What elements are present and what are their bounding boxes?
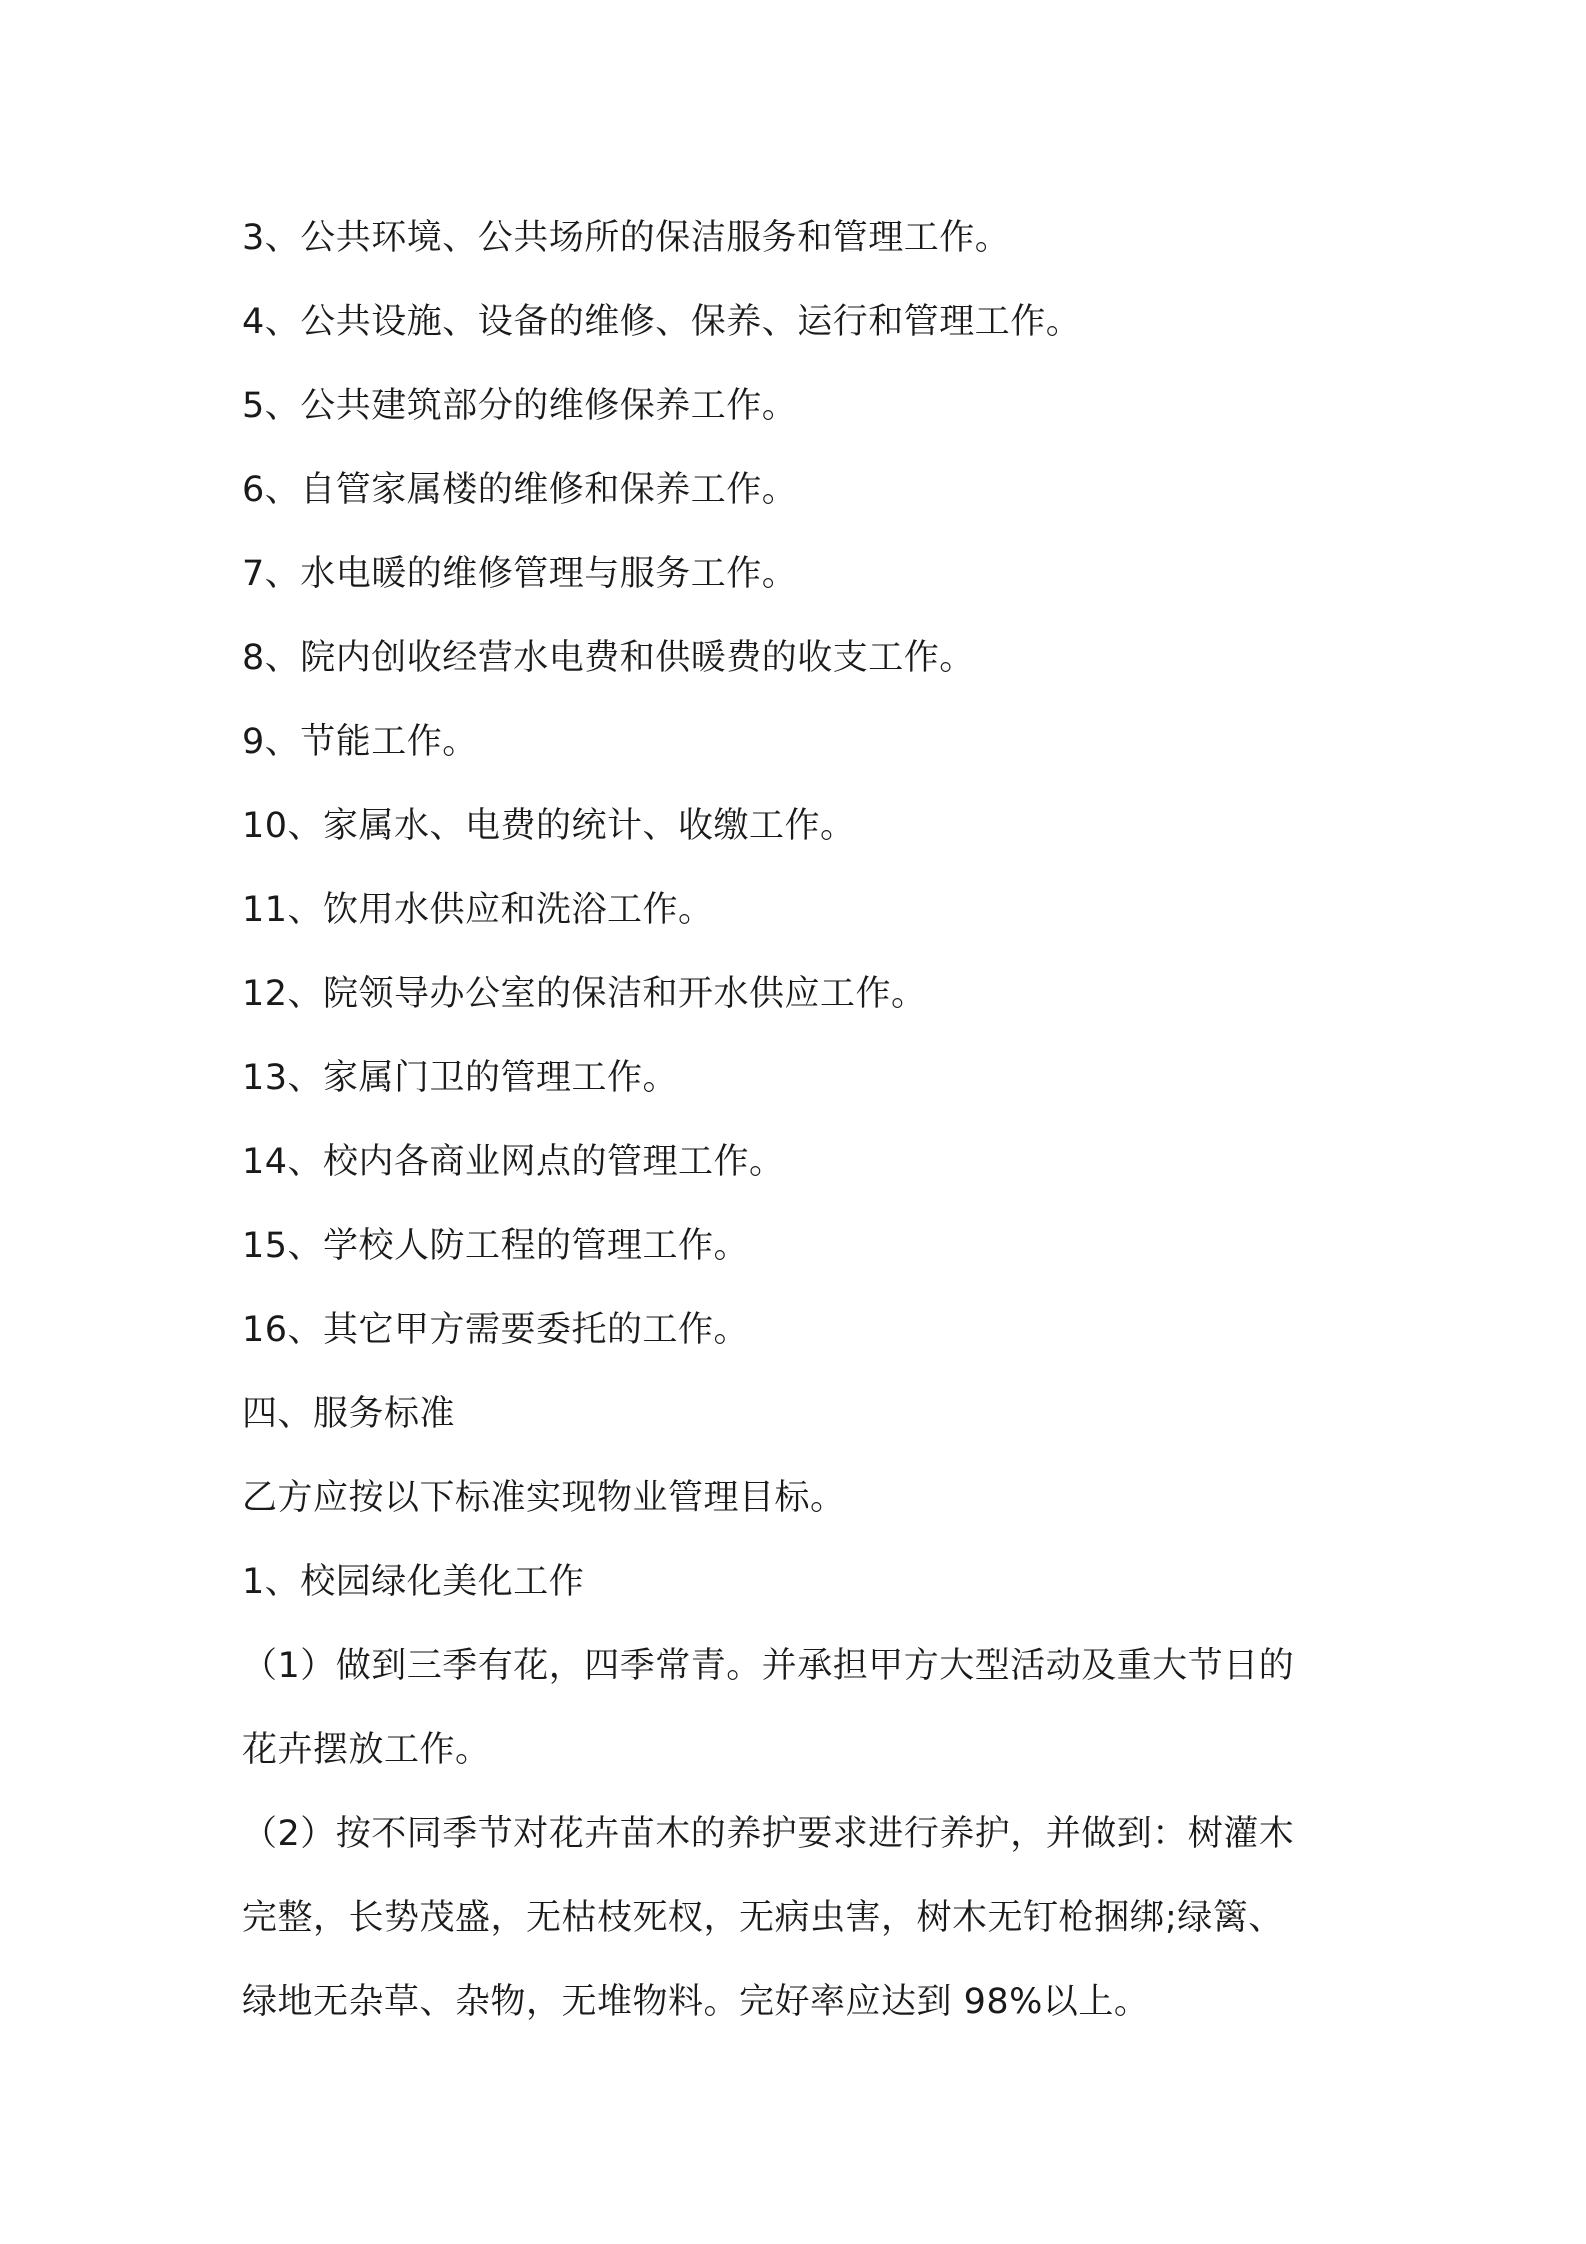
paragraph-2-line-3: 绿地无杂草、杂物，无堆物料。完好率应达到 98%以上。 <box>242 1982 1150 2022</box>
list-item: 13、家属门卫的管理工作。 <box>242 1058 679 1098</box>
list-item: 11、饮用水供应和洗浴工作。 <box>242 890 714 930</box>
list-item: 5、公共建筑部分的维修保养工作。 <box>242 386 798 426</box>
list-item: 6、自管家属楼的维修和保养工作。 <box>242 470 798 510</box>
paragraph-1-line-2: 花卉摆放工作。 <box>242 1730 491 1770</box>
list-item: 16、其它甲方需要委托的工作。 <box>242 1310 750 1350</box>
list-item: 14、校内各商业网点的管理工作。 <box>242 1142 785 1182</box>
list-item: 3、公共环境、公共场所的保洁服务和管理工作。 <box>242 218 1011 258</box>
list-item: 9、节能工作。 <box>242 722 478 762</box>
paragraph-1-line-1: （1）做到三季有花，四季常青。并承担甲方大型活动及重大节日的 <box>242 1646 1295 1686</box>
document-body <box>242 196 1362 2044</box>
paragraph-2-line-1: （2）按不同季节对花卉苗木的养护要求进行养护，并做到：树灌木 <box>242 1814 1295 1854</box>
section-heading: 四、服务标准 <box>242 1394 456 1434</box>
list-item: 10、家属水、电费的统计、收缴工作。 <box>242 806 856 846</box>
paragraph-2-line-2: 完整，长势茂盛，无枯枝死杈，无病虫害，树木无钉枪捆绑;绿篱、 <box>242 1898 1284 1938</box>
list-item: 4、公共设施、设备的维修、保养、运行和管理工作。 <box>242 302 1082 342</box>
section-intro: 乙方应按以下标准实现物业管理目标。 <box>242 1478 846 1518</box>
list-item: 15、学校人防工程的管理工作。 <box>242 1226 750 1266</box>
list-item: 8、院内创收经营水电费和供暖费的收支工作。 <box>242 638 975 678</box>
list-item: 7、水电暖的维修管理与服务工作。 <box>242 554 798 594</box>
subsection-heading: 1、校园绿化美化工作 <box>242 1562 585 1602</box>
list-item: 12、院领导办公室的保洁和开水供应工作。 <box>242 974 927 1014</box>
